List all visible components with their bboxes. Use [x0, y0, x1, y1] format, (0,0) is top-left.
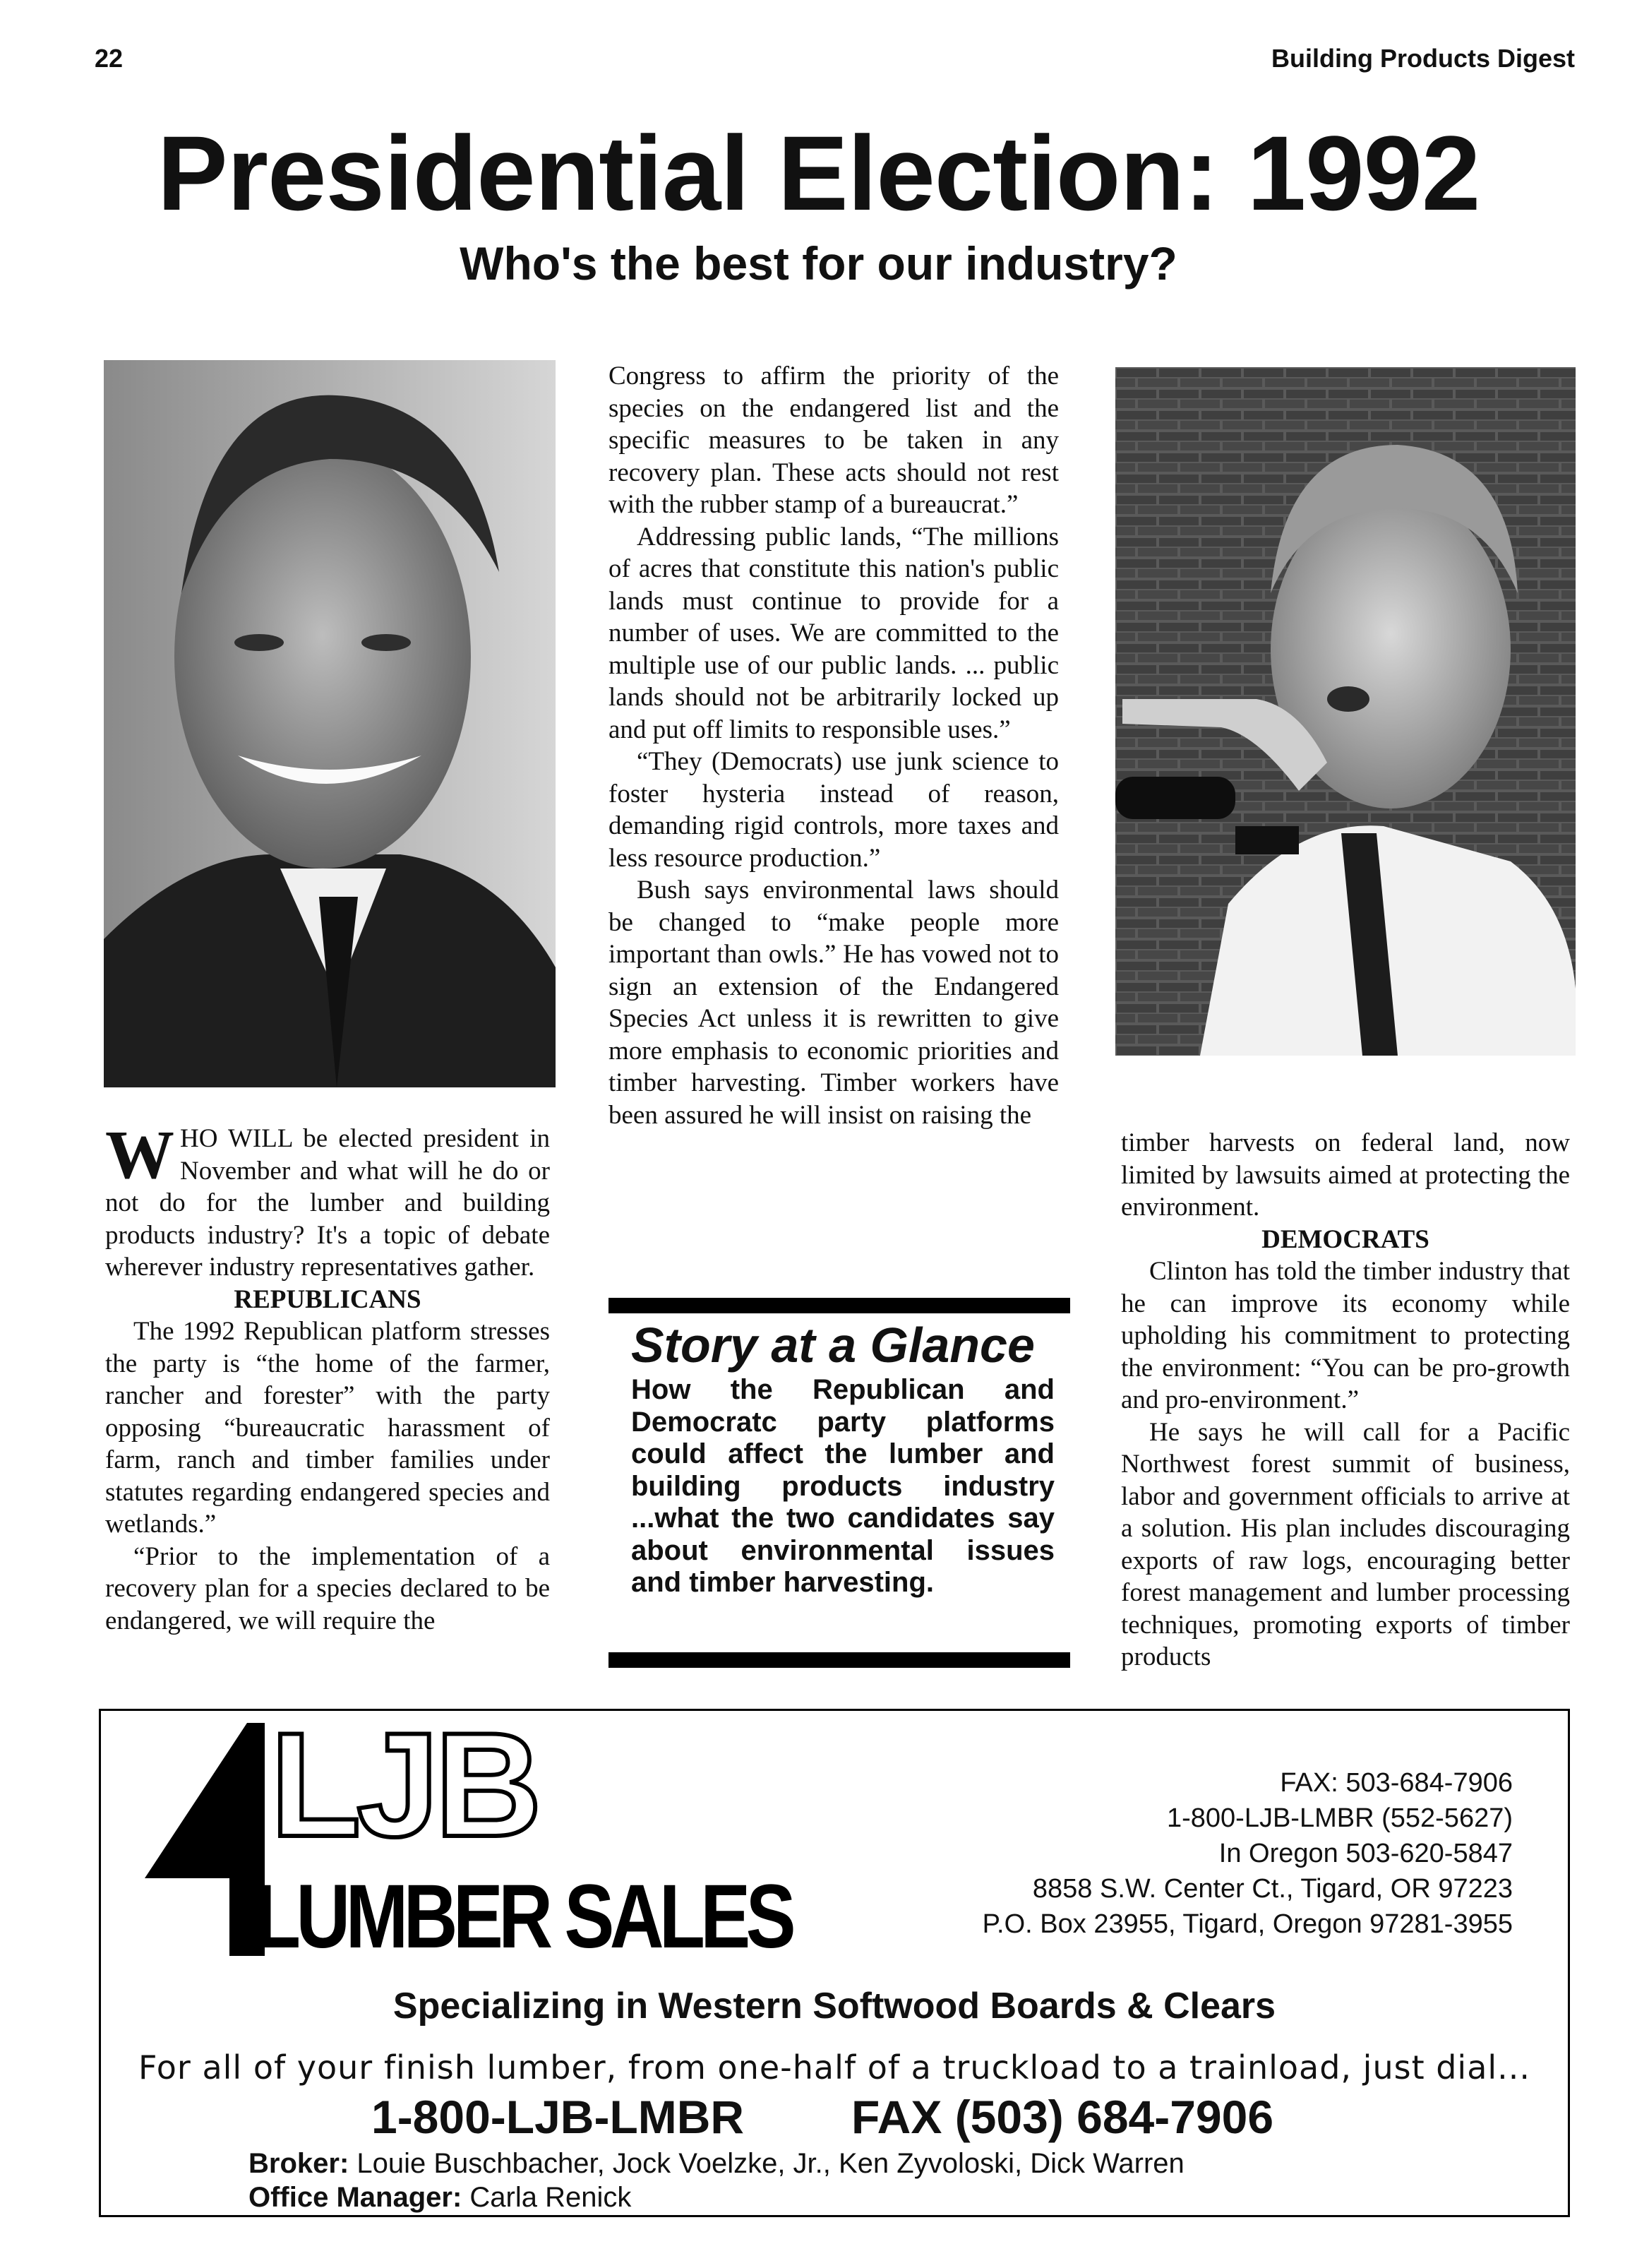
ad-po-box: P.O. Box 23955, Tigard, Oregon 97281-3955 [982, 1909, 1513, 1939]
ad-tollfree-line: 1-800-LJB-LMBR (552-5627) [1166, 1803, 1513, 1833]
column-2 [608, 360, 1059, 1131]
republicans-heading: REPUBLICANS [234, 1284, 421, 1314]
glance-top-rule [608, 1298, 1070, 1313]
paragraph: Bush says environmental laws should be changed to “make people more important than owls.” He has vowed not to sign an extension of the Endangered Species Act unless it is rewritten to give more emphasis to economic priorities and timber harvesting. Timber workers have been assured he will insist on raising the [608, 876, 1059, 1130]
glance-summary: How the Republican and Democratc party platforms could affect the lumber and building products industry ...what the two candidates say about environmental issues and timber harvesting. [631, 1374, 1055, 1598]
glance-title: Story at a Glance [631, 1318, 1035, 1373]
clinton-speaking-photo [1115, 367, 1576, 1056]
column-1 [105, 1117, 550, 1637]
paragraph: Addressing public lands, “The millions of acres that constitute this nation's public lands must continue to provide for a number of uses. We are committed to the multiple use of our public lands. ... public lands should not be arbitrarily locked up and put off limits to responsible uses.” [608, 522, 1059, 744]
ad-street-address: 8858 S.W. Center Ct., Tigard, OR 97223 [1032, 1874, 1513, 1904]
broker-line: Broker: Louie Buschbacher, Jock Voelzke, Jr., Ken Zyvoloski, Dick Warren [248, 2148, 1185, 2179]
bush-portrait-photo [104, 360, 556, 1087]
page-number: 22 [95, 44, 124, 73]
paragraph: He says he will call for a Pacific Northwest forest summit of business, labor and government officials to arrive at a solution. His plan includes discouraging exports of raw logs, encouraging better forest management and lumber processing techniques, promoting exports of timber products [1121, 1417, 1570, 1671]
drop-cap: W [105, 1117, 174, 1193]
ad-staff-list [248, 2147, 1185, 2214]
paragraph: timber harvests on federal land, now limited by lawsuits aimed at protecting the environment. [1121, 1128, 1570, 1222]
ad-fax-number: FAX (503) 684-7906 [851, 2091, 1274, 2143]
column-3 [1121, 1127, 1570, 1673]
glance-bottom-rule [608, 1652, 1070, 1668]
intro-paragraph: WHO WILL be elected president in November and what will he do or not do for the lumber and building products industry? It's a topic of debate wherever industry representatives gather. [105, 1117, 550, 1282]
publication-name: Building Products Digest [1271, 44, 1575, 73]
ad-pitch: For all of your finish lumber, from one-half of a truckload to a trainload, just dial... [138, 2048, 1531, 2087]
ad-contact-info [983, 1765, 1513, 1942]
ad-oregon-line: In Oregon 503-620-5847 [1218, 1839, 1513, 1868]
paragraph: The 1992 Republican platform stresses the party is “the home of the farmer, rancher and forester” with the party opposing “bureaucratic harassment of farm, ranch and timber families under statutes regarding endangered species and wetlands.” [105, 1317, 550, 1539]
manager-line: Office Manager: Carla Renick [248, 2182, 632, 2213]
paragraph: “Prior to the implementation of a recovery plan for a species declared to be endangered, we will require the [105, 1541, 550, 1635]
ljb-logo [145, 1702, 794, 1967]
democrats-heading: DEMOCRATS [1261, 1224, 1429, 1254]
logo-name: LUMBER SALES [255, 1866, 794, 1967]
ad-fax-line: FAX: 503-684-7906 [1280, 1768, 1513, 1798]
paragraph: “They (Democrats) use junk science to foster hysteria instead of reason, demanding rigid controls, more taxes and less resource production.” [608, 747, 1059, 873]
logo-letters: LJB [270, 1702, 538, 1868]
paragraph: Congress to affirm the priority of the species on the endangered list and the specific measures to be taken in any recovery plan. These acts should not rest with the rubber stamp of a bureaucrat.” [608, 362, 1059, 519]
ad-tagline: Specializing in Western Softwood Boards & Clears [392, 1986, 1276, 2027]
subheadline: Who's the best for our industry? [460, 237, 1177, 290]
ad-phone-number: 1-800-LJB-LMBR [371, 2091, 745, 2143]
tree-icon [145, 1723, 265, 1956]
headline: Presidential Election: 1992 [157, 114, 1480, 232]
paragraph: Clinton has told the timber industry that he can improve its economy while upholding his commitment to protecting the environment: “You can be pro-growth and pro-environment.” [1121, 1257, 1570, 1414]
